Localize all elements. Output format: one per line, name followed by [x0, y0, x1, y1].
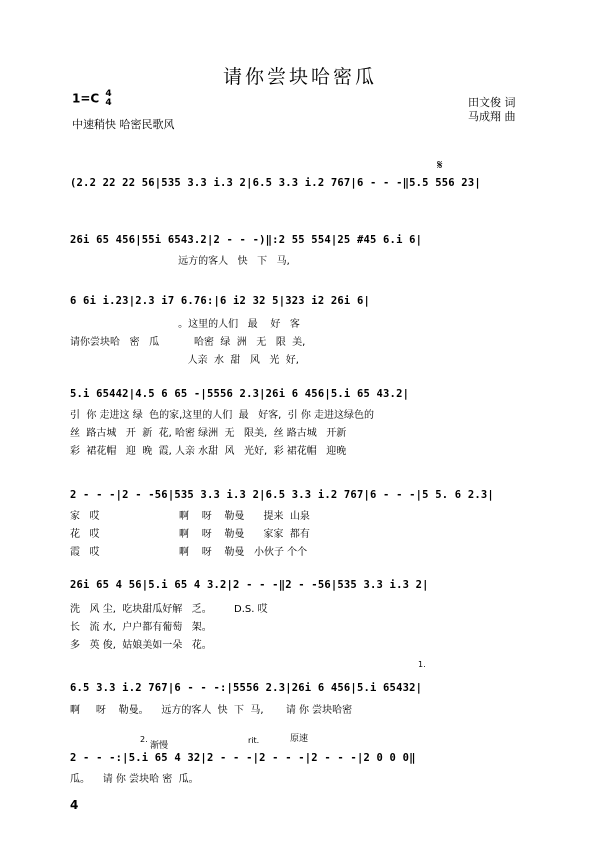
- page-number: 4: [70, 798, 79, 812]
- time-signature: [105, 90, 111, 108]
- key-signature: [72, 90, 112, 108]
- system-5-notes: 2 - - -|2 - -56|535 3.3 i.3 2|6.5 3.3 i.2 767|6 - - -|5 5. 6 2.3|: [70, 489, 494, 501]
- system-5-lyric-3: 霞 哎 啊 呀 勒曼 小伙子 个个: [70, 547, 308, 558]
- composer: 马成翔 曲: [468, 110, 516, 123]
- system-1-notes: (2.2 22 22 56|535 3.3 i.3 2|6.5 3.3 i.2 767|6 - - -‖5.5 556 23|: [70, 177, 481, 189]
- time-top: 4: [105, 89, 112, 99]
- system-7-notes: 6.5 3.3 i.2 767|6 - - -:|5556 2.3|26i 6 456|5.i 65432|: [70, 682, 423, 694]
- song-title: 请你尝块哈密瓜: [222, 66, 377, 88]
- system-4-lyric-2: 丝 路古城 开 新 花, 哈密 绿洲 无 限美, 丝 路古城 开新: [70, 428, 347, 439]
- volta-first: 1.: [418, 660, 426, 669]
- system-2-notes: 26i 65 456|55i 6543.2|2 - - -)‖:2 55 554|25 #45 6.i 6|: [70, 234, 423, 246]
- system-6-notes: 26i 65 4 56|5.i 65 4 3.2|2 - - -‖2 - -56|535 3.3 i.3 2|: [70, 579, 429, 591]
- key-text: 1=C: [72, 91, 100, 106]
- system-8-notes: 2 - - -:|5.i 65 4 32|2 - - -|2 - - -|2 - - -|2 0 0 0‖: [70, 752, 416, 764]
- dynamic-rallentando: 渐慢: [150, 741, 169, 751]
- system-7-lyric-1: 啊 呀 勒曼。 远方的客人 快 下 马, 请 你 尝块哈密: [70, 705, 353, 716]
- system-3-notes: 6 6i i.23|2.3 i7 6.76:|6 i2 32 5|323 i2 26i 6|: [70, 295, 370, 307]
- system-6-lyric-3: 多 英 俊, 姑娘美如一朵 花。: [70, 640, 212, 651]
- system-3-lyric-2: 请你尝块哈 密 瓜 哈密 绿 洲 无 限 美,: [70, 337, 306, 348]
- system-6-lyric-1: 洗 风 尘, 吃块甜瓜好解 乏。 D.S. 哎: [70, 604, 268, 615]
- system-2-lyric-1: 远方的客人 快 下 马,: [70, 256, 290, 267]
- system-5-lyric-2: 花 哎 啊 呀 勒曼 家家 都有: [70, 529, 310, 540]
- system-6-lyric-2: 长 流 水, 户户都有葡萄 架。: [70, 622, 212, 633]
- system-5-lyric-1: 家 哎 啊 呀 勒曼 提来 山泉: [70, 511, 310, 522]
- system-3-lyric-1: 。这里的人们 最 好 客: [70, 319, 300, 330]
- segno-sign: 𝄋: [437, 158, 443, 173]
- lyricist: 田文俊 词: [468, 96, 516, 109]
- system-8-lyric-1: 瓜。 请 你 尝块哈 密 瓜。: [70, 774, 199, 785]
- time-bottom: 4: [105, 98, 112, 108]
- tempo-style: 中速稍快 哈密民歌风: [72, 118, 175, 131]
- dynamic-ritardando: rit.: [248, 736, 260, 745]
- system-4-lyric-3: 彩 裙花帽 迎 晚 霞, 人亲 水甜 风 光好, 彩 裙花帽 迎晚: [70, 446, 347, 457]
- system-4-notes: 5.i 65442|4.5 6 65 -|5556 2.3|26i 6 456|5.i 65 43.2|: [70, 388, 410, 400]
- volta-second: 2.: [140, 735, 148, 744]
- dynamic-a-tempo: 原速: [290, 734, 309, 744]
- system-3-lyric-3: 人亲 水 甜 风 光 好,: [70, 355, 299, 366]
- system-4-lyric-1: 引 你 走进这 绿 色的家,这里的人们 最 好客, 引 你 走进这绿色的: [70, 410, 375, 421]
